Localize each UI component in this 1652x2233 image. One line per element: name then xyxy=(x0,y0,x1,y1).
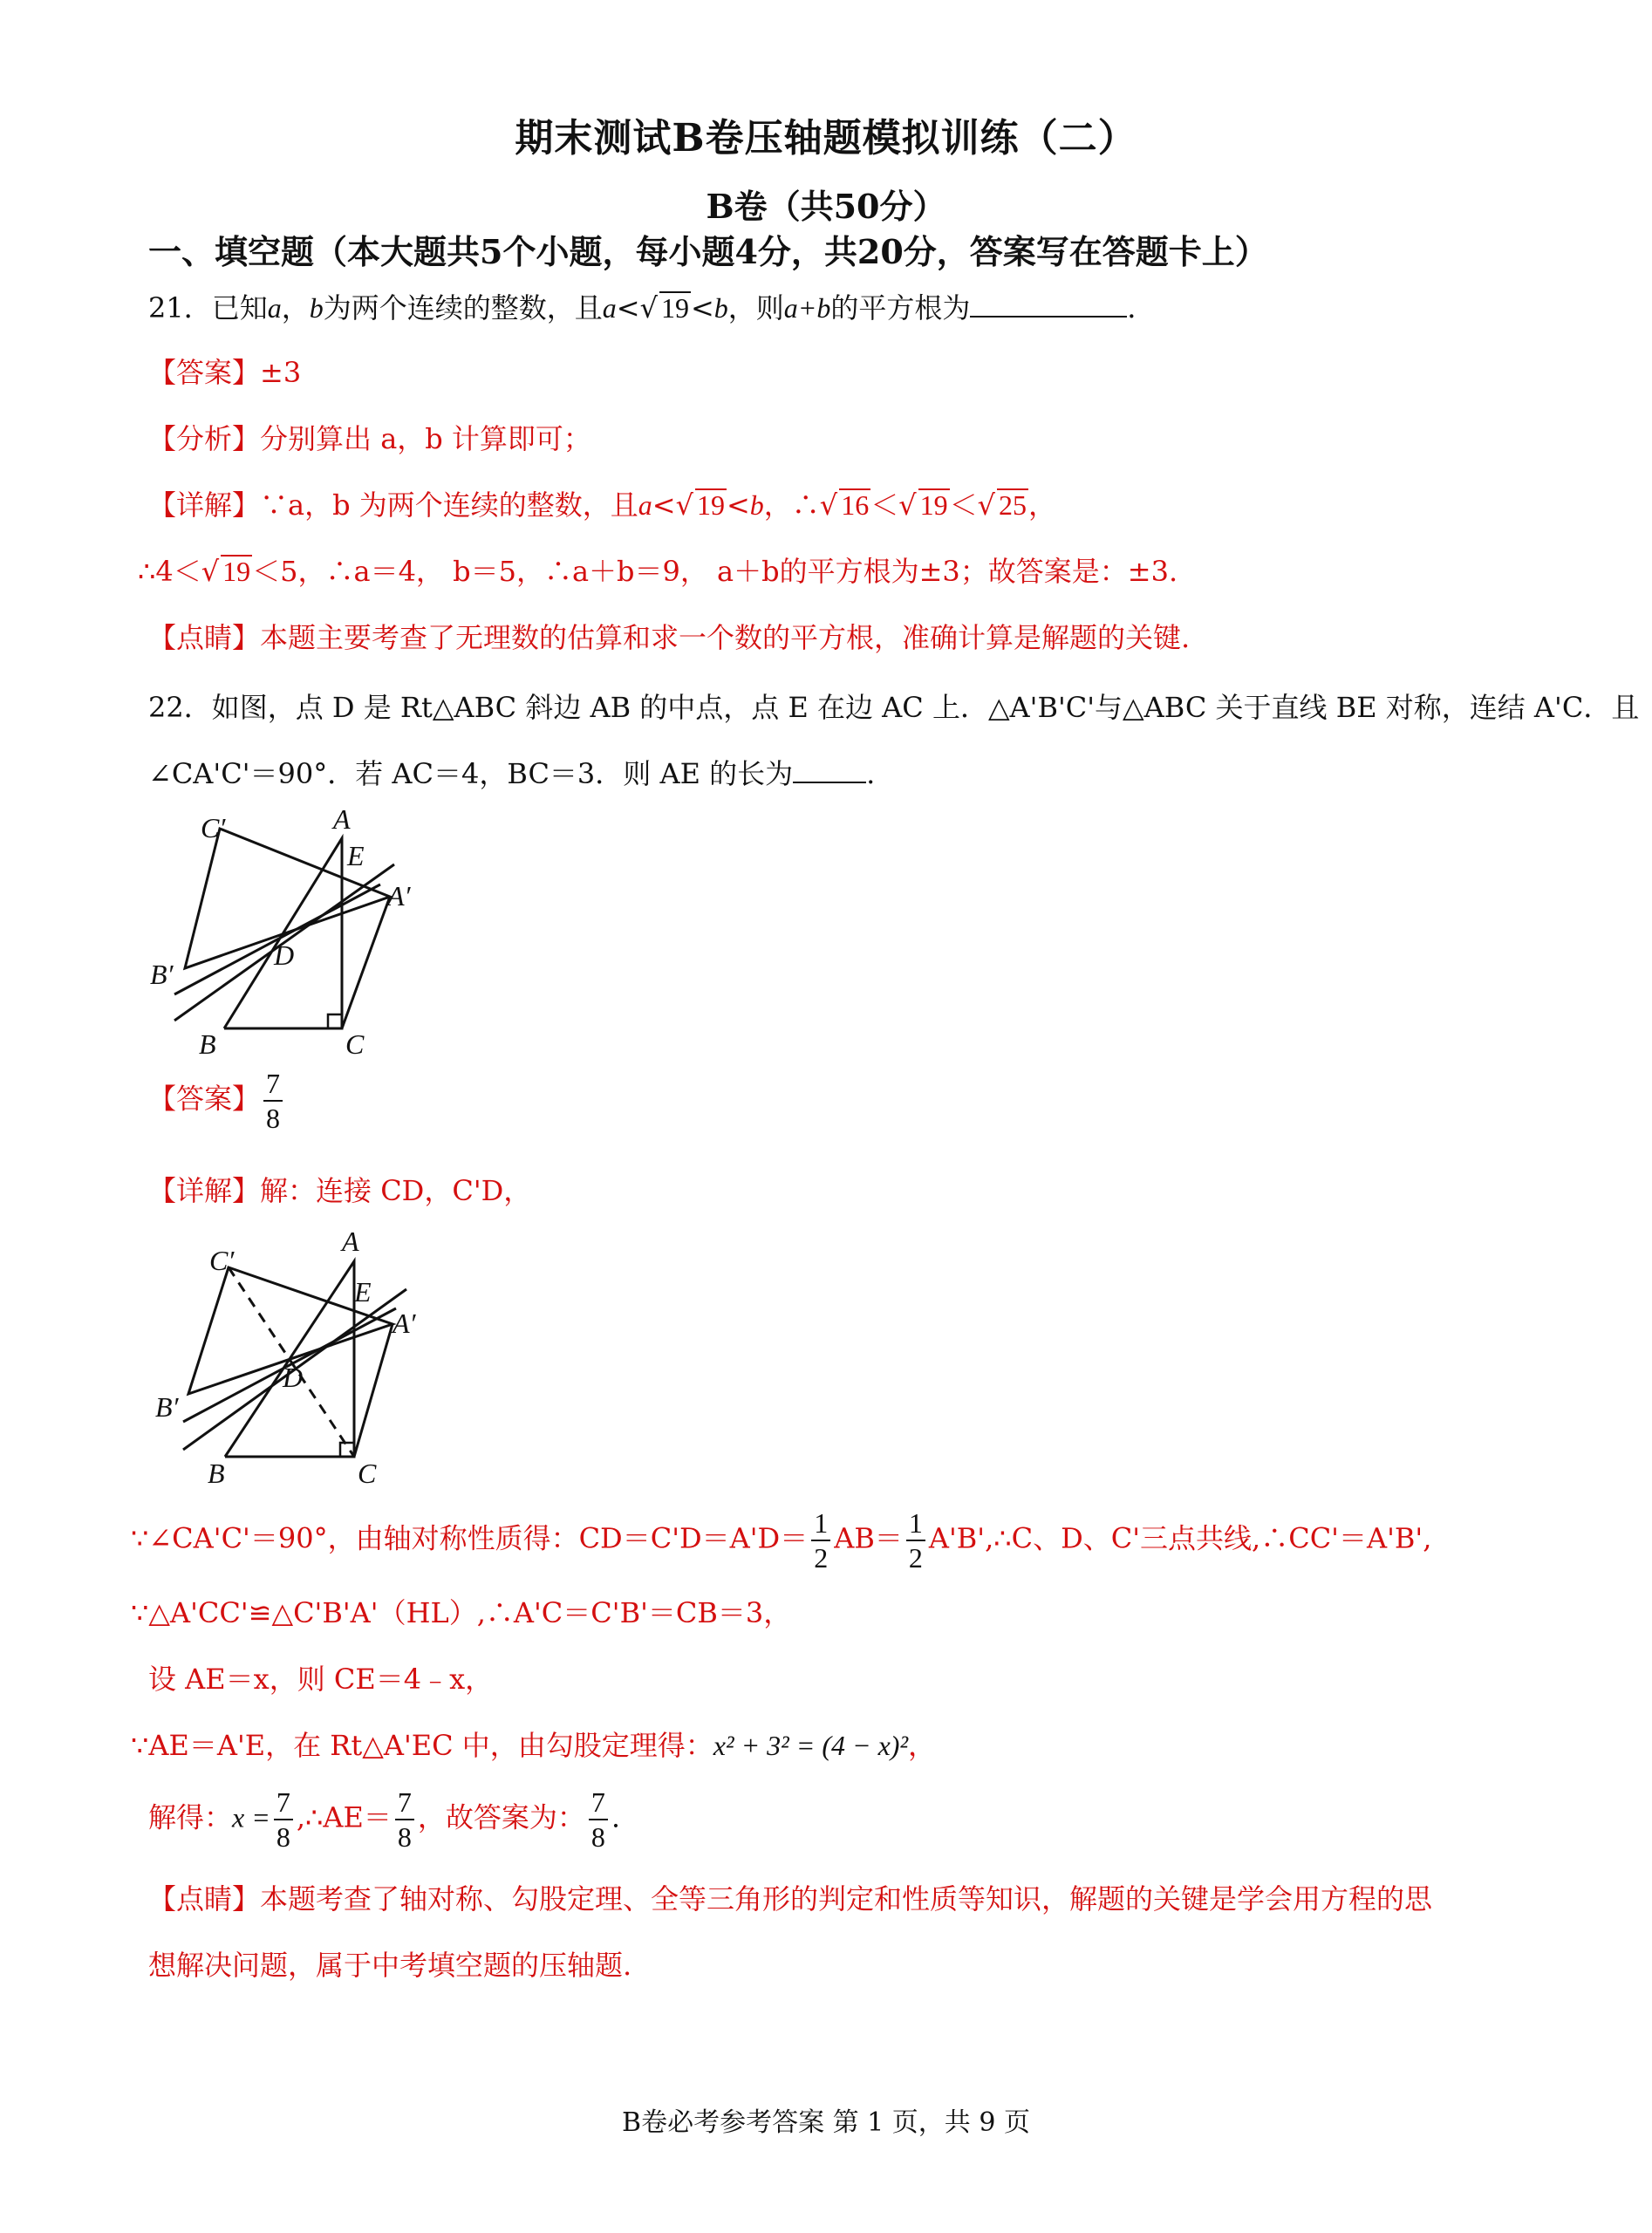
q21-remark: 【点睛】本题主要考查了无理数的估算和求一个数的平方根，准确计算是解题的关键. xyxy=(148,621,1191,654)
label-cp: C′ xyxy=(201,812,226,843)
label-d: D xyxy=(283,1362,304,1393)
answer-blank xyxy=(793,755,866,783)
q21-analysis: 【分析】分别算出 a，b 计算即可； xyxy=(148,422,591,455)
q22-remark-line2: 想解决问题，属于中考填空题的压轴题. xyxy=(148,1949,632,1982)
q21-detail-line2: ∴4＜√ 19＜5，∴a＝4， b＝5，∴a＋b＝9， a＋b的平方根为±3；故答案是：±3. xyxy=(138,555,1178,588)
page-subtitle: B卷（共50分） xyxy=(706,187,946,226)
label-a: A xyxy=(342,1226,359,1257)
q22-question-line2: ∠CA'C'＝90°．若 AC＝4，BC＝3．则 AE 的长为 . xyxy=(148,757,876,790)
label-e: E xyxy=(347,840,365,871)
label-e: E xyxy=(354,1276,372,1308)
label-a: A xyxy=(333,803,351,835)
label-d: D xyxy=(274,939,295,971)
figure-triangle-solution xyxy=(148,1221,445,1492)
q22-step2: ∵△A'CC'≌△C'B'A'（HL）,∴A'C＝C'B'＝CB＝3， xyxy=(131,1596,792,1629)
q21-detail: 【详解】∵a，b 为两个连续的整数，且a<√ 19<b，∴√ 16＜√ 19＜√ 25， xyxy=(148,488,1057,522)
figure-triangle xyxy=(140,802,436,1064)
answer-blank xyxy=(970,290,1127,318)
q21-answer: 【答案】±3 xyxy=(148,356,302,389)
q22-question: 22．如图，点 D 是 Rt△ABC 斜边 AB 的中点，点 E 在边 AC 上．△A'B'C'与△ABC 关于直线 BE 对称，连结 A'C．且 xyxy=(148,691,1640,724)
label-c: C xyxy=(345,1028,365,1060)
q22-detail: 【详解】解：连接 CD，C'D， xyxy=(148,1174,532,1207)
label-bp: B′ xyxy=(150,959,174,990)
q22-step3: 设 AE＝x，则 CE＝4﹣x， xyxy=(148,1663,494,1696)
q22-step4: ∵AE＝A'E，在 Rt△A'EC 中，由勾股定理得：x² + 3² = (4 − x)²， xyxy=(131,1729,937,1762)
section-heading: 一、填空题（本大题共5个小题，每小题4分，共20分，答案写在答题卡上） xyxy=(148,232,1268,271)
q21-question: 21．已知a，b为两个连续的整数，且a<√ 19<b，则a+b的平方根为 ． xyxy=(148,291,1156,324)
triangle-abc xyxy=(224,838,342,1028)
page-footer: B卷必考参考答案 第 1 页，共 9 页 xyxy=(622,2107,1030,2138)
page-title: 期末测试B卷压轴题模拟训练（二） xyxy=(515,116,1137,160)
label-b: B xyxy=(199,1028,216,1060)
q22-step5: 解得：x = $\frac{7}{8}$ ,∴AE＝ $\frac{7}{8}$ ，故答案为： $\frac{7}{8}$ . xyxy=(148,1786,621,1853)
label-bp: B′ xyxy=(155,1391,179,1423)
label-c: C xyxy=(358,1458,377,1489)
label-ap: A′ xyxy=(393,1308,416,1339)
label-b: B xyxy=(208,1458,225,1489)
q22-answer: 【答案】 $\frac{7}{8}$ xyxy=(148,1069,286,1132)
q22-remark: 【点睛】本题考查了轴对称、勾股定理、全等三角形的判定和性质等知识，解题的关键是学会用方程的思 xyxy=(148,1882,1433,1915)
label-ap: A′ xyxy=(387,880,411,912)
q22-step1: ∵∠CA'C'＝90°，由轴对称性质得：CD＝C'D＝A'D＝ $\frac{1}{2}$ AB＝ $\frac{1}{2}$ A'B',∴C、D、C'三点共线,∴CC'＝A'B', xyxy=(131,1507,1432,1574)
label-cp: C′ xyxy=(209,1245,235,1276)
